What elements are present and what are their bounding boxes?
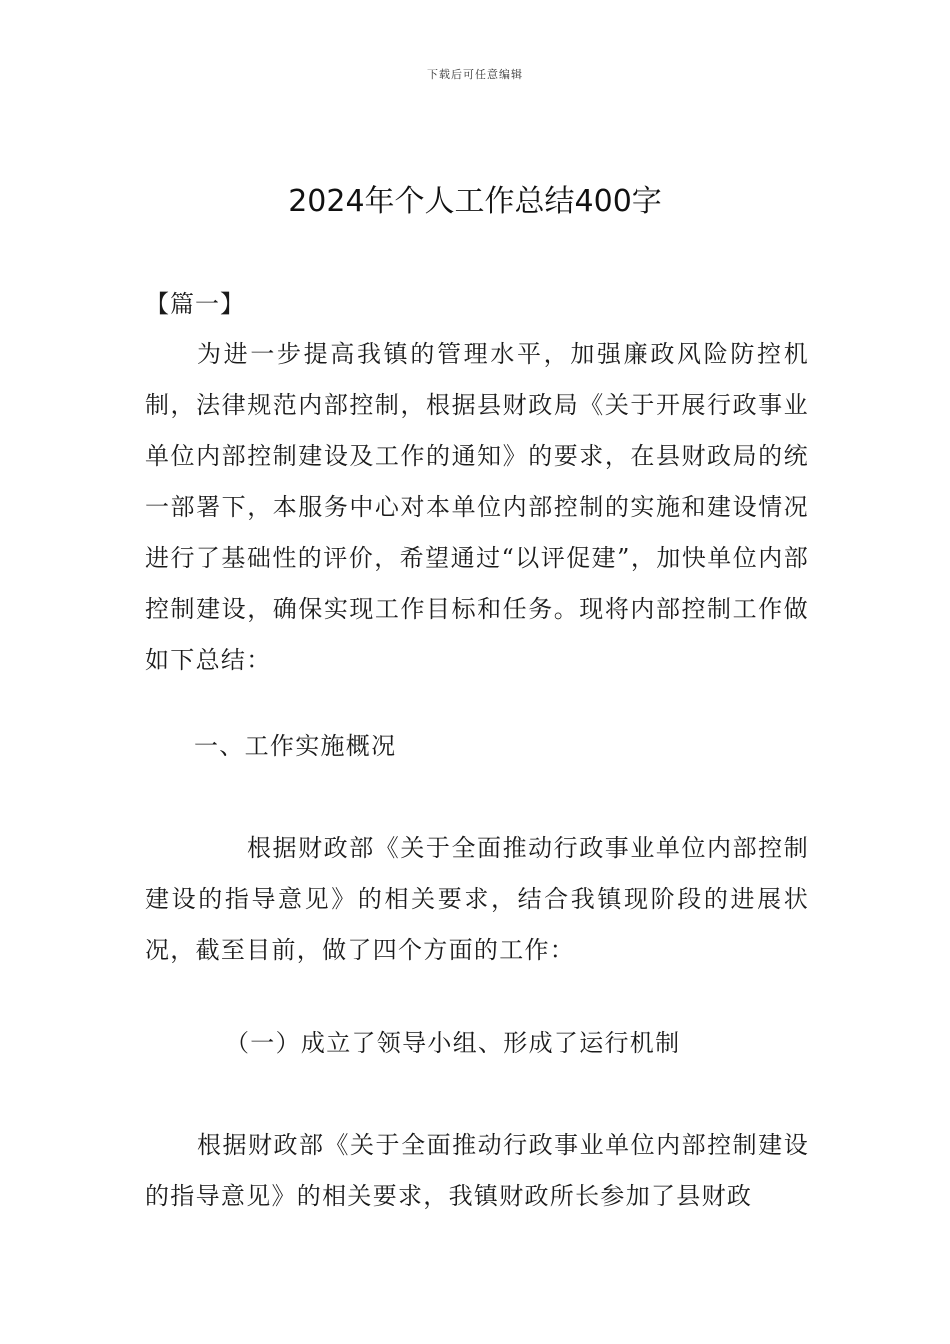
intro-paragraph: 为进一步提高我镇的管理水平，加强廉政风险防控机制，法律规范内部控制，根据县财政局《关于开展行政事业单位内部控制建设及工作的通知》的要求，在县财政局的统一部署下，本服务中心对本单位内部控制的实施和建设情况进行了基础性的评价，希望通过“以评促建”，加快单位内部控制建设，确保实现工作目标和任务。现将内部控制工作做如下总结：	[145, 340, 809, 674]
section-heading-overview: 一、工作实施概况	[194, 732, 397, 760]
leadership-paragraph: 根据财政部《关于全面推动行政事业单位内部控制建设的指导意见》的相关要求，我镇财政所长参加了县财政	[145, 1131, 809, 1210]
page-header-note: 下载后可任意编辑	[427, 68, 523, 81]
overview-paragraph: 根据财政部《关于全面推动行政事业单位内部控制建设的指导意见》的相关要求，结合我镇现阶段的进展状况，截至目前，做了四个方面的工作：	[145, 834, 809, 964]
subsection-heading-leadership: （一）成立了领导小组、形成了运行机制	[225, 1029, 681, 1057]
section-tag: 【篇一】	[145, 290, 245, 318]
document-title: 2024年个人工作总结400字	[288, 184, 662, 219]
